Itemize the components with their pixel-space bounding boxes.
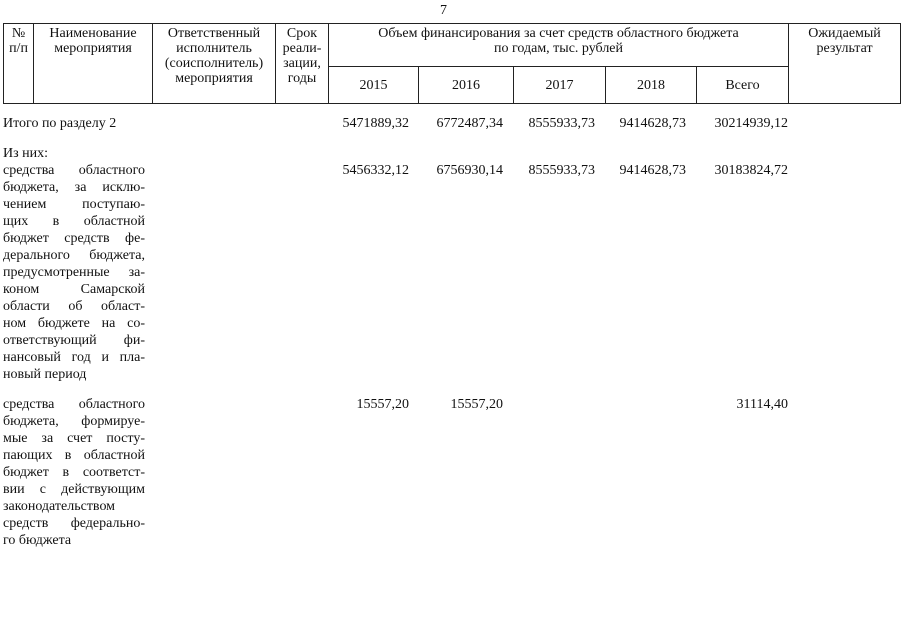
header-result: Ожидаемый результат	[789, 24, 901, 104]
regional-sum: 30183824,72	[714, 163, 788, 178]
regional-label: средства областного бюджета, за исклю- чением поступаю- щих в областной бюджет средств фе- дерального бюджета, предусмотренные за- коном Самарской области об област- ном бюджете на со- ответствующий фи- нансовый год и пла- новый период	[3, 163, 145, 382]
header-funding: Объем финансирования за счет средств областного бюджета по годам, тыс. рублей	[329, 24, 789, 67]
table-header	[3, 23, 901, 104]
header-executor: Ответственный исполнитель (соисполнитель) мероприятия	[153, 24, 276, 104]
total-2017: 8555933,73	[528, 116, 595, 131]
header-year-2017: 2017	[514, 67, 606, 104]
total-2016: 6772487,34	[436, 116, 503, 131]
page-number: 7	[440, 3, 447, 18]
federal-2016: 15557,20	[450, 397, 503, 412]
regional-2016: 6756930,14	[436, 163, 503, 178]
total-sum: 30214939,12	[714, 116, 788, 131]
federal-sum: 31114,40	[736, 397, 788, 412]
header-number: № п/п	[4, 24, 34, 104]
header-year-2016: 2016	[419, 67, 514, 104]
federal-label: средства областного бюджета, формируе- мые за счет посту- пающих в областной бюджет в соответст- вии с действующим законодательством средств федерально- го бюджета	[3, 397, 145, 548]
total-label: Итого по разделу 2	[3, 116, 117, 131]
of-which-label: Из них:	[3, 146, 49, 161]
header-year-2015: 2015	[329, 67, 419, 104]
federal-2015: 15557,20	[356, 397, 409, 412]
regional-2015: 5456332,12	[342, 163, 409, 178]
regional-2018: 9414628,73	[619, 163, 686, 178]
header-term: Срок реали- зации, годы	[276, 24, 329, 104]
total-2015: 5471889,32	[342, 116, 409, 131]
header-total: Всего	[697, 67, 789, 104]
header-name: Наименование мероприятия	[34, 24, 153, 104]
header-year-2018: 2018	[606, 67, 697, 104]
regional-2017: 8555933,73	[528, 163, 595, 178]
total-2018: 9414628,73	[619, 116, 686, 131]
